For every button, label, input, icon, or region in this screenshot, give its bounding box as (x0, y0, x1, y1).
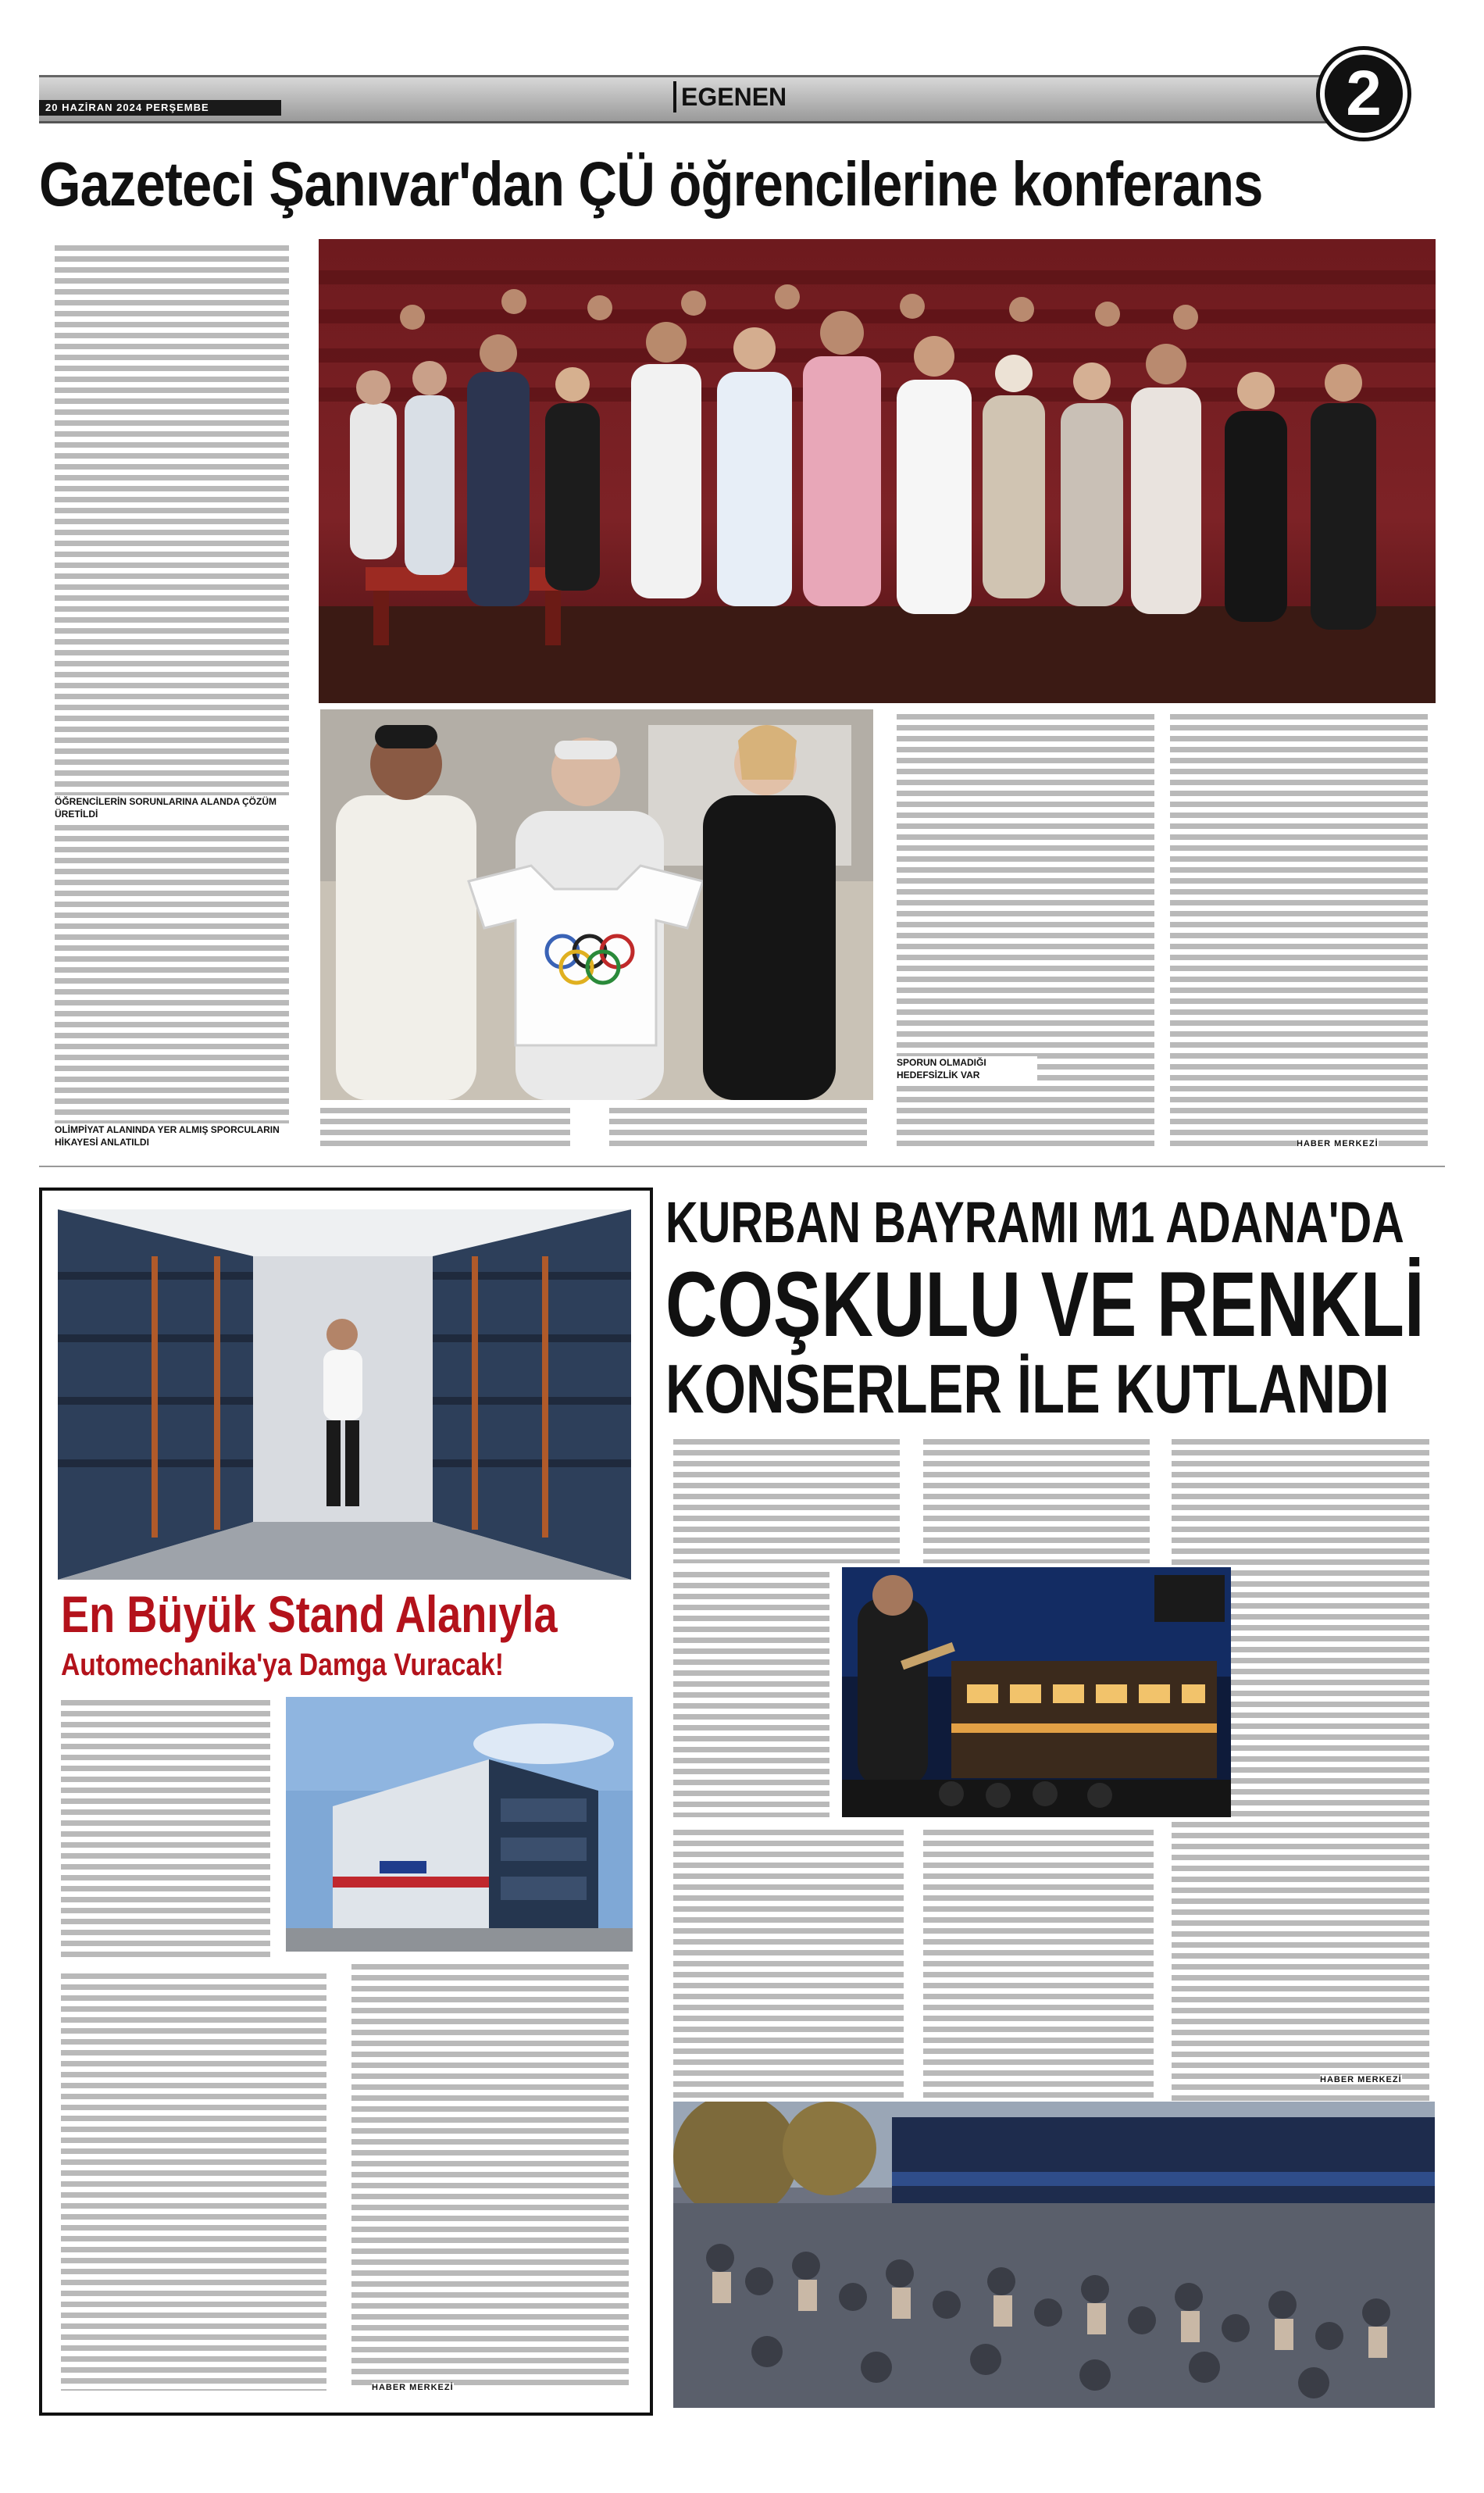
page-number: 2 (1346, 58, 1382, 129)
automechanika-byline: HABER MERKEZİ (372, 2383, 454, 2392)
article1-subhead-3: SPORUN OLMADIĞI HEDEFSİZLİK VAR (897, 1056, 1037, 1081)
kurban-text-col2b (923, 1825, 1154, 2098)
article1-byline: HABER MERKEZİ (1297, 1139, 1379, 1148)
kurban-text-col1a (673, 1434, 900, 1563)
warehouse-photo (58, 1209, 631, 1580)
kurban-headline-2: COŞKULU VE RENKLİ (665, 1253, 1425, 1356)
article1-text-caption2 (609, 1103, 867, 1150)
tshirt-presentation-photo (320, 709, 873, 1100)
kurban-text-col2a (923, 1434, 1150, 1563)
newspaper-brand: EGENEN (673, 81, 787, 113)
article1-headline: Gazeteci Şanıvar'dan ÇÜ öğrencilerine konferans (39, 149, 1263, 219)
kurban-text-col1c (673, 1825, 904, 2098)
article1-subhead-1: ÖĞRENCİLERİN SORUNLARINA ALANDA ÇÖZÜM ÜRETİLDİ (55, 795, 289, 820)
kurban-text-col1b (673, 1567, 829, 1817)
article1-text-col1 (55, 241, 289, 1147)
kurban-headline-1: KURBAN BAYRAMI M1 ADANA'DA (665, 1190, 1404, 1255)
kurban-headline-3: KONSERLER İLE KUTLANDI (665, 1350, 1389, 1427)
crowd-at-mall-photo (673, 2102, 1435, 2408)
article1-text-col4 (1170, 709, 1428, 1147)
group-photo-conference-hall (319, 239, 1436, 703)
automechanika-headline-2: Automechanika'ya Damga Vuracak! (61, 1648, 504, 1682)
article1-text-col3 (897, 709, 1154, 1147)
automechanika-text-col1b (61, 1969, 326, 2391)
section-divider (39, 1166, 1445, 1167)
article1-subhead-2: OLİMPİYAT ALANINDA YER ALMIŞ SPORCULARIN HİKAYESİ ANLATILDI (55, 1123, 297, 1148)
automechanika-text-col2 (351, 1959, 629, 2389)
automechanika-headline-1: En Büyük Stand Alanıyla (61, 1585, 558, 1643)
automechanika-text-col1a (61, 1695, 270, 1961)
header-date: 20 HAZİRAN 2024 PERŞEMBE (45, 102, 209, 113)
tshirt-photo-caption (320, 1103, 570, 1150)
kurban-byline: HABER MERKEZİ (1320, 2075, 1402, 2084)
concert-stage-photo (842, 1567, 1231, 1817)
company-building-photo (286, 1697, 633, 1952)
